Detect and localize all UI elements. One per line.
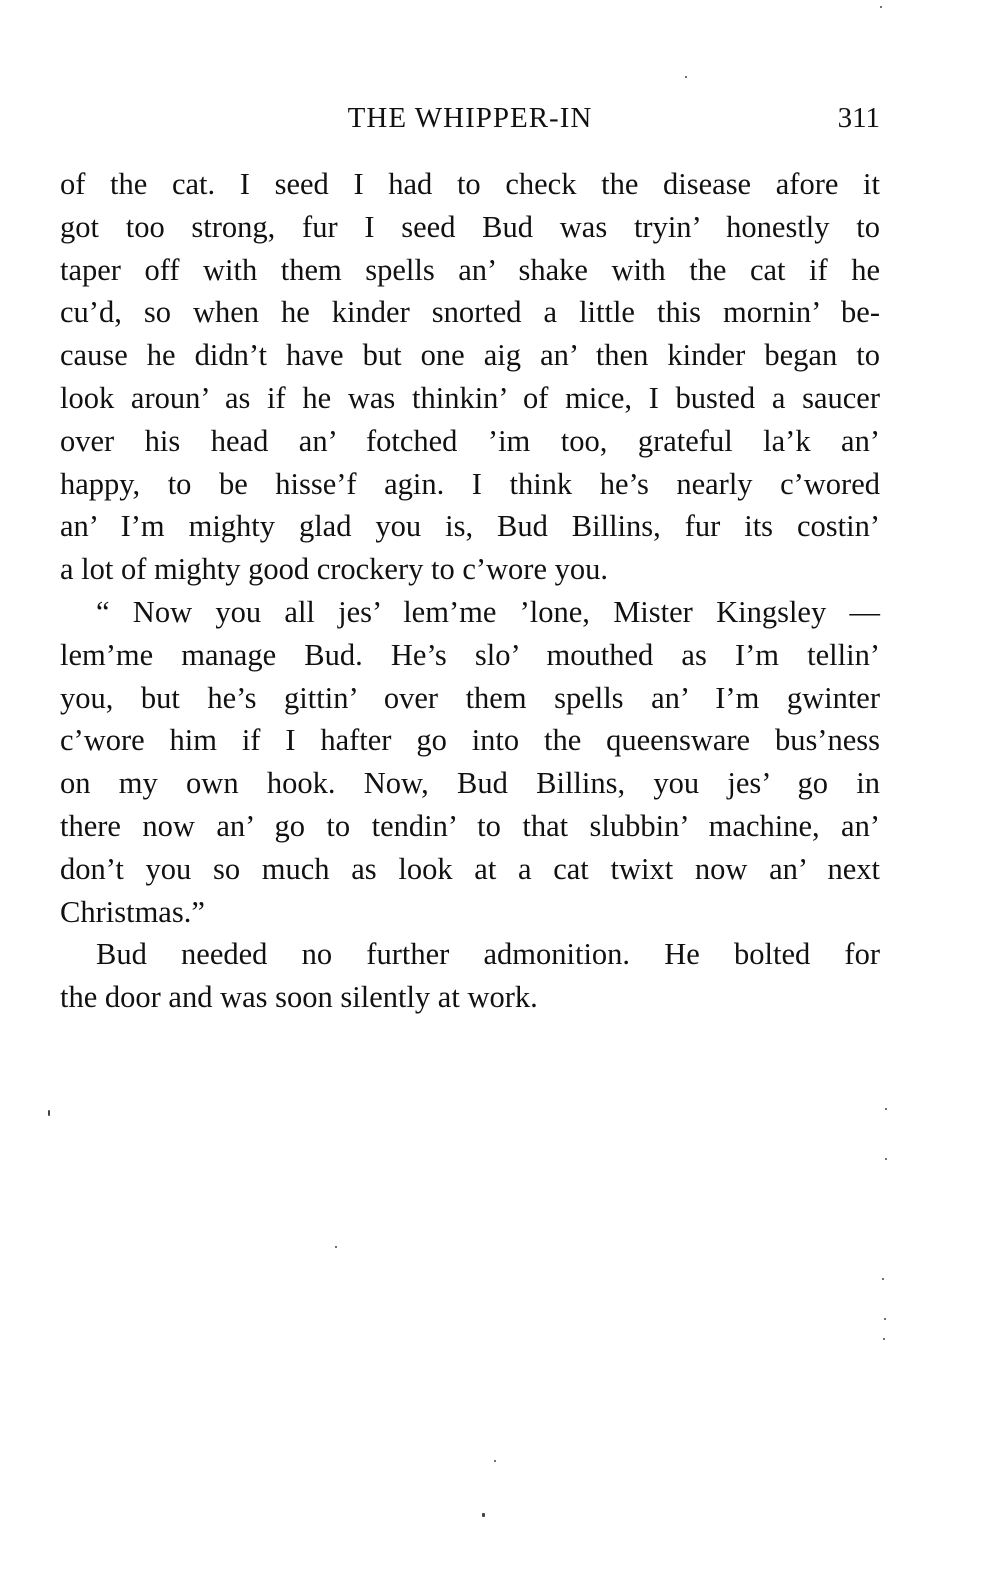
text-line: cu’d, so when he kinder snorted a little this mornin’ be-: [60, 295, 880, 330]
scan-speck: [48, 1110, 50, 1116]
body-text: [60, 163, 880, 1019]
text-line: Christmas.”: [60, 894, 205, 929]
text-line: c’wore him if I hafter go into the queensware bus’ness: [60, 723, 880, 758]
text-line: happy, to be hisse’f agin. I think he’s nearly c’wored: [60, 466, 880, 501]
scan-speck: [883, 1338, 885, 1340]
scan-speck: [494, 1460, 496, 1462]
text-line: on my own hook. Now, Bud Billins, you jes’ go in: [60, 766, 880, 801]
text-line: there now an’ go to tendin’ to that slubbin’ machine, an’: [60, 808, 880, 843]
text-line: Bud needed no further admonition. He bolted for: [96, 937, 880, 972]
scan-speck: [482, 1513, 485, 1517]
running-title: THE WHIPPER-IN: [347, 102, 593, 134]
text-line: cause he didn’t have but one aig an’ then kinder began to: [60, 338, 880, 373]
page-number: 311: [837, 102, 880, 134]
text-line: a lot of mighty good crockery to c’wore you.: [60, 552, 609, 587]
text-line: “ Now you all jes’ lem’me ’lone, Mister Kingsley —: [96, 594, 880, 629]
running-head: [60, 98, 880, 138]
paragraph: [60, 591, 880, 933]
scan-speck: [884, 1318, 886, 1320]
scan-speck: [335, 1246, 337, 1248]
text-line: look aroun’ as if he was thinkin’ of mice, I busted a saucer: [60, 380, 880, 415]
text-line: an’ I’m mighty glad you is, Bud Billins, fur its costin’: [60, 509, 880, 544]
scan-speck: [882, 1278, 884, 1280]
scan-speck: [685, 76, 687, 78]
text-line: taper off with them spells an’ shake with the cat if he: [60, 252, 880, 287]
scan-speck: [880, 6, 882, 8]
text-line: the door and was soon silently at work.: [60, 980, 538, 1015]
paragraph: [60, 163, 880, 591]
text-line: lem’me manage Bud. He’s slo’ mouthed as I’m tellin’: [60, 637, 880, 672]
text-line: got too strong, fur I seed Bud was tryin’ honestly to: [60, 209, 880, 244]
text-line: of the cat. I seed I had to check the disease afore it: [60, 167, 880, 201]
scan-speck: [885, 1158, 887, 1160]
text-line: you, but he’s gittin’ over them spells an’ I’m gwinter: [60, 680, 880, 715]
scan-speck: [885, 1108, 887, 1110]
text-line: over his head an’ fotched ’im too, grateful la’k an’: [60, 423, 880, 458]
text-line: don’t you so much as look at a cat twixt now an’ next: [60, 851, 880, 886]
paragraph: [60, 933, 880, 1019]
